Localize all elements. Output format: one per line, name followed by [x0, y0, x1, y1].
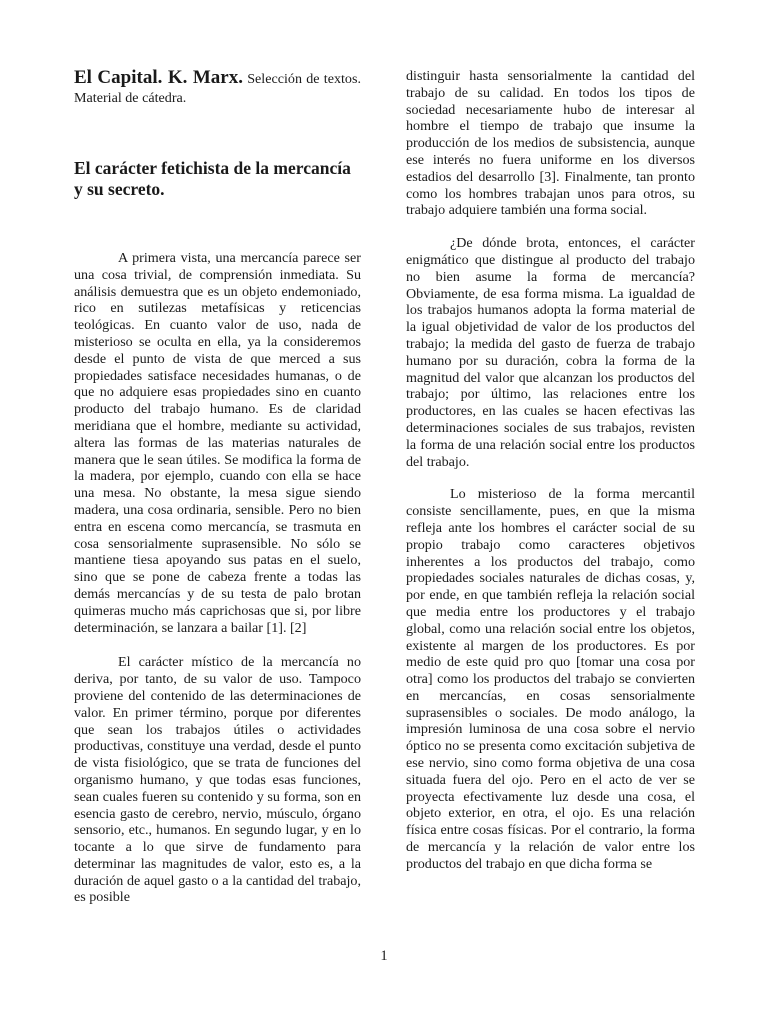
- left-column: [74, 68, 361, 906]
- document-subtitle: Selección de textos. Material de cátedra.: [74, 71, 361, 106]
- paragraph: ¿De dónde brota, entonces, el carácter enigmático que distingue al producto del trabajo no bien asume la forma de mercancía? Obviamente, de esa forma misma. La igualdad de los trabajos humanos adopta la forma material de la igual objetividad de valor de los productos del trabajo; la medida del gasto de fuerza de trabajo humano por su duración, cobra la forma de la magnitud del valor que alcanzan los productos del trabajo; por último, las relaciones entre los productores, en las cuales se hacen efectivas las determinaciones sociales de sus trabajos, revisten la forma de una relación social entre los productos del trabajo.: [406, 235, 695, 470]
- document-title: El Capital. K. Marx.: [74, 67, 243, 88]
- document-header: [74, 68, 361, 108]
- paragraph: Lo misterioso de la forma mercantil consiste sencillamente, pues, en que la misma refleja ante los hombres el carácter social de su propio trabajo como caracteres objetivos inherentes a los productos del trabajo, como propiedades sociales naturales de dichas cosas, y, por ende, en que también refleja la relación social que media entre los productores y el trabajo global, como una relación social entre los objetos, existente al margen de los productores. Es por medio de este quid pro quo [tomar una cosa por otra] como los productos del trabajo se convierten en mercancías, en cosas sensorialmente suprasensibles o sociales. De modo análogo, la impresión luminosa de una cosa sobre el nervio óptico no se presenta como excitación subjetiva de ese nervio, sino como forma objetiva de una cosa situada fuera del ojo. Pero en el acto de ver se proyecta efectivamente luz desde una cosa, el objeto exterior, en otra, el ojo. Es una relación física entre cosas físicas. Por el contrario, la forma de mercancía y la relación de valor entre los productos del trabajo en que dicha forma se: [406, 486, 695, 872]
- right-column: [406, 68, 695, 873]
- paragraph: El carácter místico de la mercancía no deriva, por tanto, de su valor de uso. Tampoco proviene del contenido de las determinaciones de valor. En primer término, porque por diferentes que sean los trabajos útiles o actividades productivas, constituye una verdad, desde el punto de vista fisiológico, que se trata de funciones del organismo humano, y que todas esas funciones, sean cuales fueren su contenido y su forma, son en esencia gasto de cerebro, nervio, músculo, órgano sensorio, etc., humanos. En segundo lugar, y en lo tocante a lo que sirve de fundamento para determinar las magnitudes de valor, esto es, a la duración de aquel gasto o a la cantidad del trabajo, es posible: [74, 654, 361, 906]
- paragraph: A primera vista, una mercancía parece ser una cosa trivial, de comprensión inmediata. Su análisis demuestra que es un objeto endemoniado, rico en sutilezas metafísicas y reticencias teológicas. En cuanto valor de uso, nada de misterioso se oculta en ella, ya la consideremos desde el punto de vista de que merced a sus propiedades satisface necesidades humanas, o de que no adquiere esas propiedades sino en cuanto producto del trabajo humano. Es de claridad meridiana que el hombre, mediante su actividad, altera las formas de las materias naturales de manera que le sean útiles. Se modifica la forma de la madera, por ejemplo, cuando con ella se hace una mesa. No obstante, la mesa sigue siendo madera, una cosa ordinaria, sensible. Pero no bien entra en escena como mercancía, se trasmuta en cosa sensorialmente suprasensible. No sólo se mantiene tiesa apoyando sus patas en el suelo, sino que se pone de cabeza frente a todas las demás mercancías y de su testa de palo brotan quimeras mucho más caprichosas que si, por libre determinación, se lanzara a bailar [1]. [2]: [74, 250, 361, 636]
- paragraph: distinguir hasta sensorialmente la cantidad del trabajo de su calidad. En todos los tipos de sociedad necesariamente hubo de interesar al hombre el tiempo de trabajo que insume la producción de los medios de subsistencia, aunque ese interés no fuera uniforme en los diversos estadios del desarrollo [3]. Finalmente, tan pronto como los hombres trabajan unos para otros, su trabajo adquiere también una forma social.: [406, 68, 695, 219]
- section-title: El carácter fetichista de la mercancía y su secreto.: [74, 158, 351, 199]
- page-number: 1: [380, 948, 388, 964]
